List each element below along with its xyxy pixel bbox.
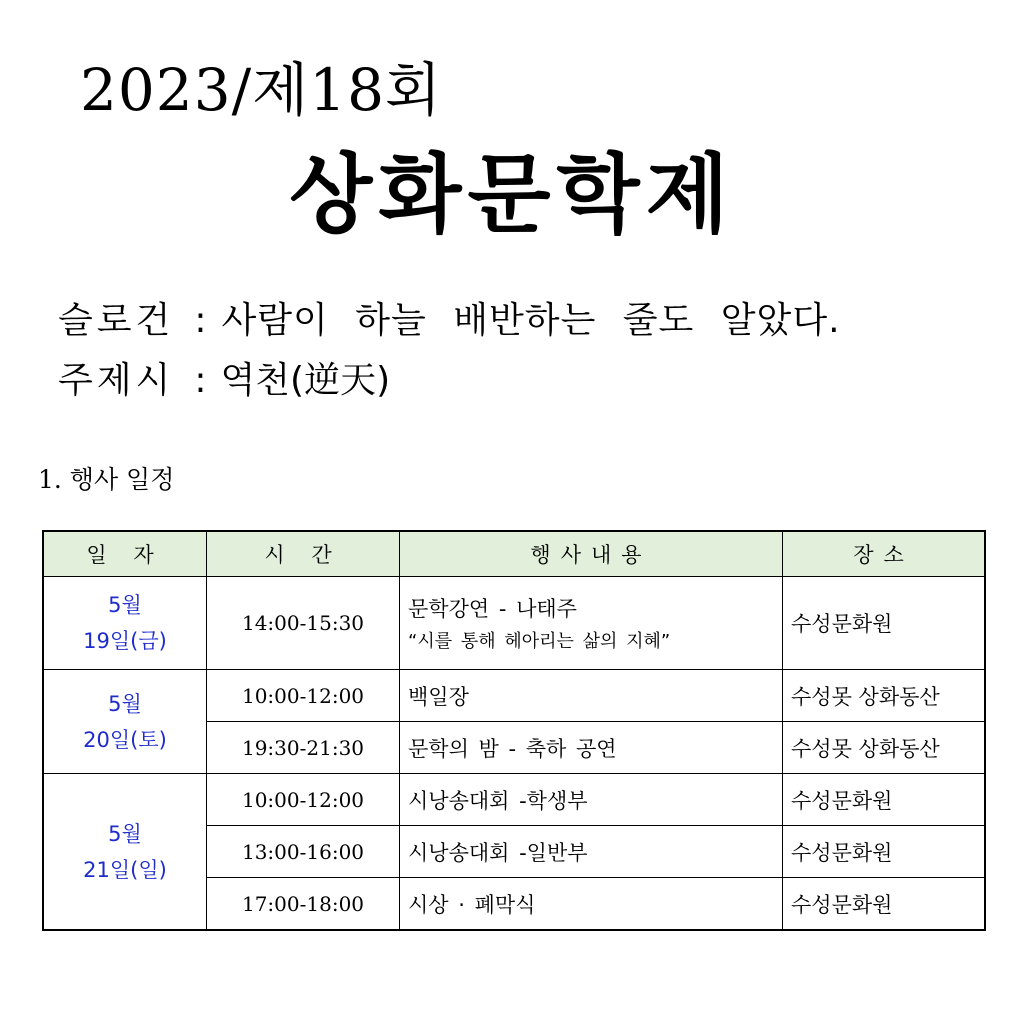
place-cell: 수성문화원 (783, 577, 986, 670)
table-row (43, 577, 985, 670)
event-cell: 문학의 밤 - 축하 공연 (400, 722, 783, 774)
place-cell: 수성문화원 (783, 878, 986, 931)
table-header-row (43, 531, 985, 577)
event-cell: 시상 · 폐막식 (400, 878, 783, 931)
place-cell: 수성못 상화동산 (783, 670, 986, 722)
time-cell: 10:00-12:00 (207, 670, 400, 722)
time-cell: 13:00-16:00 (207, 826, 400, 878)
time-cell: 17:00-18:00 (207, 878, 400, 931)
slogan-line (58, 296, 841, 346)
table-row (43, 774, 985, 826)
event-title: 문학강연 - 나태주 (408, 597, 577, 621)
date-month: 5월 (108, 593, 142, 617)
edition-heading: 2023/제18회 (80, 56, 443, 124)
header-place: 장소 (783, 531, 986, 577)
date-cell (43, 577, 207, 670)
date-cell (43, 670, 207, 774)
place-cell: 수성문화원 (783, 826, 986, 878)
header-time: 시 간 (207, 531, 400, 577)
event-cell (400, 577, 783, 670)
event-subtitle: “시를 통해 헤아리는 삶의 지혜” (408, 631, 671, 652)
event-cell: 시낭송대회 -일반부 (400, 826, 783, 878)
header-event: 행사내용 (400, 531, 783, 577)
place-cell: 수성못 상화동산 (783, 722, 986, 774)
slogan-label: 슬로건 (58, 300, 175, 341)
table-row (43, 670, 985, 722)
theme-value: 역천(逆天) (220, 360, 391, 401)
festival-title: 상화문학제 (289, 145, 735, 245)
date-day: 19일(금) (83, 629, 167, 653)
time-cell: 19:30-21:30 (207, 722, 400, 774)
slogan-value: 사람이 하늘 배반하는 줄도 알았다. (221, 300, 841, 341)
header-date: 일 자 (43, 531, 207, 577)
theme-line (58, 356, 390, 406)
theme-label: 주제시 (58, 360, 175, 401)
date-cell (43, 774, 207, 931)
time-cell: 10:00-12:00 (207, 774, 400, 826)
date-day: 20일(토) (83, 727, 167, 752)
event-cell: 시낭송대회 -학생부 (400, 774, 783, 826)
schedule-table (42, 530, 986, 931)
theme-separator: : (194, 360, 207, 401)
time-cell: 14:00-15:30 (207, 577, 400, 670)
date-month: 5월 (108, 821, 142, 846)
place-cell: 수성문화원 (783, 774, 986, 826)
date-month: 5월 (108, 691, 142, 716)
slogan-separator: : (194, 300, 208, 341)
section-title: 1. 행사 일정 (38, 465, 175, 494)
event-cell: 백일장 (400, 670, 783, 722)
date-day: 21일(일) (83, 857, 167, 882)
